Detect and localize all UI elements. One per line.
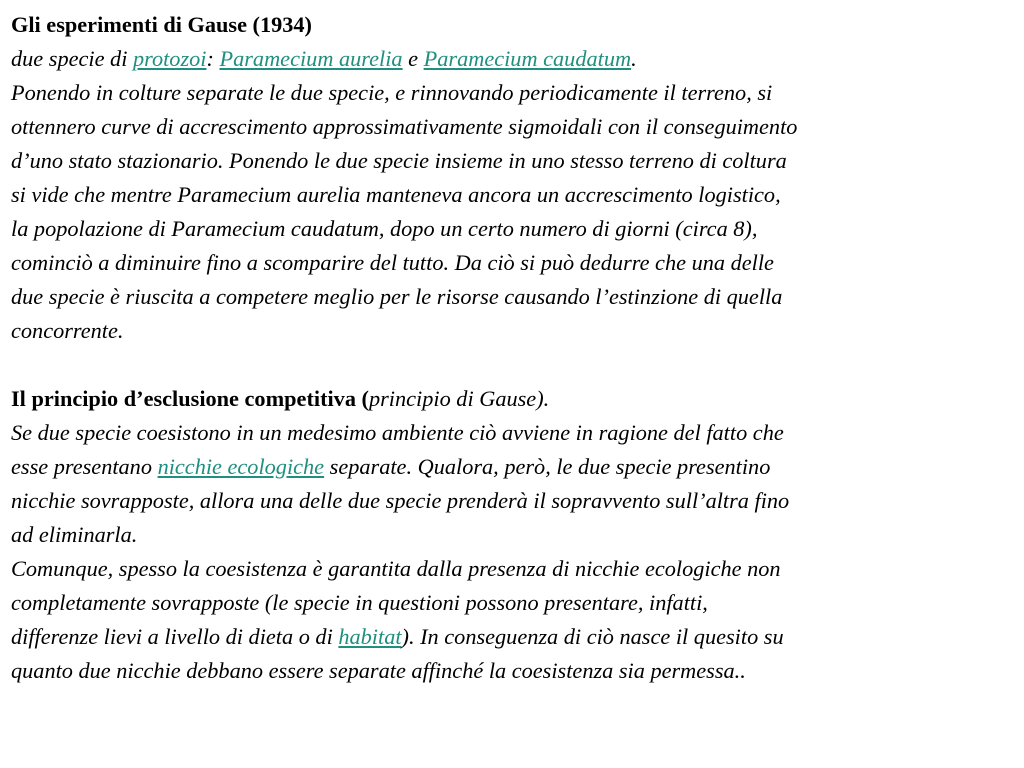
section-heading-competitive-exclusion	[11, 382, 1019, 416]
paragraph-line: nicchie sovrapposte, allora una delle due specie prenderà il sopravvento sull’altra fino	[11, 488, 790, 513]
paragraph-line: ad eliminarla.	[11, 522, 138, 547]
line-prefix: esse presentano	[11, 454, 158, 479]
document-body	[11, 8, 1019, 688]
paragraph-line: due specie è riuscita a competere meglio per le risorse causando l’estinzione di quella	[11, 284, 783, 309]
paragraph-line: cominciò a diminuire fino a scomparire del tutto. Da ciò si può dedurre che una delle	[11, 250, 774, 275]
paragraph-line: Se due specie coesistono in un medesimo ambiente ciò avviene in ragione del fatto che	[11, 420, 784, 445]
line-suffix: ). In conseguenza di ciò nasce il quesito su	[401, 624, 784, 649]
heading-italic-part: principio di Gause).	[368, 386, 550, 411]
heading-bold-part: Il principio d’esclusione competitiva (	[11, 386, 369, 411]
intro-and: e	[402, 46, 424, 71]
intro-prefix: due specie di	[11, 46, 133, 71]
link-protozoi[interactable]: protozoi	[132, 46, 207, 71]
link-paramecium-caudatum[interactable]: Paramecium caudatum	[423, 46, 632, 71]
paragraph-line: concorrente.	[11, 318, 124, 343]
link-habitat[interactable]: habitat	[338, 624, 402, 649]
paragraph-line: Ponendo in colture separate le due specie, e rinnovando periodicamente il terreno, si	[11, 80, 773, 105]
paragraph-line: si vide che mentre Paramecium aurelia manteneva ancora un accrescimento logistico,	[11, 182, 781, 207]
paragraph-line: completamente sovrapposte (le specie in questioni possono presentare, infatti,	[11, 590, 708, 615]
paragraph-spacer	[11, 348, 1019, 382]
paragraph-line-with-link	[11, 450, 1019, 484]
section-heading-gause-experiments: Gli esperimenti di Gause (1934)	[11, 12, 312, 37]
paragraph-line: quanto due nicchie debbano essere separate affinché la coesistenza sia permessa..	[11, 658, 746, 683]
paragraph-line: d’uno stato stazionario. Ponendo le due specie insieme in uno stesso terreno di coltura	[11, 148, 787, 173]
intro-period: .	[631, 46, 637, 71]
intro-colon: :	[206, 46, 220, 71]
line-suffix: separate. Qualora, però, le due specie presentino	[324, 454, 771, 479]
link-nicchie-ecologiche[interactable]: nicchie ecologiche	[157, 454, 325, 479]
intro-line	[11, 42, 1019, 76]
line-prefix: differenze lievi a livello di dieta o di	[11, 624, 339, 649]
paragraph-line: la popolazione di Paramecium caudatum, dopo un certo numero di giorni (circa 8),	[11, 216, 758, 241]
paragraph-line: ottennero curve di accrescimento approssimativamente sigmoidali con il conseguimento	[11, 114, 798, 139]
link-paramecium-aurelia[interactable]: Paramecium aurelia	[219, 46, 403, 71]
paragraph-line: Comunque, spesso la coesistenza è garantita dalla presenza di nicchie ecologiche non	[11, 556, 781, 581]
paragraph-line-with-link	[11, 620, 1019, 654]
